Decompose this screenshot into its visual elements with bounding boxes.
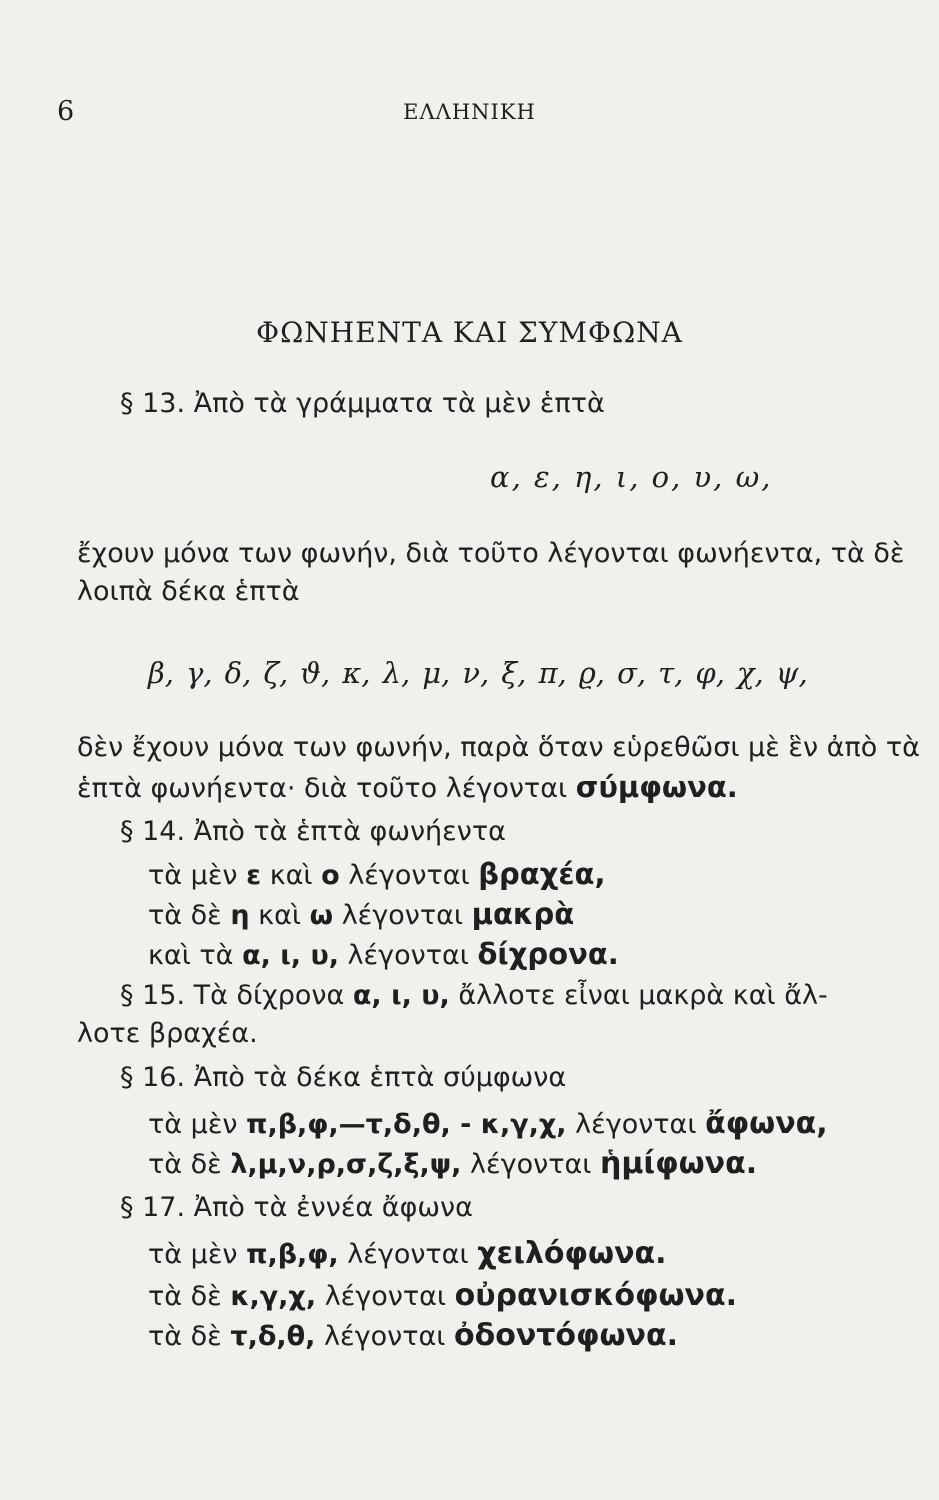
s17-line4 — [148, 1318, 678, 1353]
s17-l4-letters: τ,δ,θ, — [230, 1321, 316, 1352]
consonant-letter: ν, — [462, 656, 490, 690]
s17-l3-legontai: λέγονται — [324, 1281, 447, 1312]
s15-l1-c: ἄλλοτε εἶναι μακρὰ καὶ ἄλ- — [458, 980, 828, 1011]
term-makra: μακρὰ — [471, 897, 575, 931]
s16-line3 — [148, 1146, 757, 1181]
s13-consonants-row — [148, 656, 808, 690]
term-vrachea: βραχέα, — [478, 857, 606, 891]
s16-l3-legontai: λέγονται — [470, 1149, 592, 1180]
s17-line2 — [148, 1236, 667, 1271]
consonant-letter: ϱ, — [578, 656, 606, 690]
term-aphona: ἄφωνα, — [705, 1106, 828, 1141]
s14-line1: § 14. Ἀπὸ τὰ ἑπτὰ φωνήεντα — [120, 816, 506, 847]
s17-l2-letters: π,β,φ, — [246, 1239, 339, 1270]
s17-l3-letters: κ,γ,χ, — [230, 1281, 317, 1312]
s13-line4: δὲν ἔχουν μόνα των φωνήν, παρὰ ὅταν εὑρεθῶσι μὲ ἓν ἀπὸ τὰ — [77, 732, 920, 763]
s13-line5-text: ἑπτὰ φωνήεντα· διὰ τοῦτο λέγονται — [77, 773, 568, 804]
s13-line1: § 13. Ἀπὸ τὰ γράμματα τὰ μὲν ἑπτὰ — [120, 388, 605, 419]
s17-line3 — [148, 1278, 737, 1313]
consonant-letter: ξ, — [501, 656, 527, 690]
s16-l3-letters: λ,μ,ν,ρ,σ,ζ,ξ,ψ, — [230, 1149, 462, 1180]
consonant-letter: σ, — [617, 656, 647, 690]
s14-l3-a: τὰ δὲ — [148, 900, 222, 931]
s17-line1: § 17. Ἀπὸ τὰ ἐννέα ἄφωνα — [120, 1192, 473, 1223]
s17-l2-a: τὰ μὲν — [148, 1239, 238, 1270]
s17-l4-a: τὰ δὲ — [148, 1321, 222, 1352]
consonant-letter: δ, — [224, 656, 252, 690]
s15-l1-letters: α, ι, υ, — [352, 980, 450, 1011]
s15-l1-a: § 15. Τὰ δίχρονα — [120, 980, 345, 1011]
s13-line2: ἔχουν μόνα των φωνήν, διὰ τοῦτο λέγονται φωνήεντα, τὰ δὲ — [77, 538, 905, 569]
s16-l2-legontai: λέγονται — [575, 1109, 697, 1140]
s14-l2-legontai: λέγονται — [348, 860, 470, 891]
consonant-letter: λ, — [382, 656, 411, 690]
section-heading: ΦΩΝΗΕΝΤΑ ΚΑΙ ΣΥΜΦΩΝΑ — [256, 316, 683, 349]
consonant-letter: ϑ, — [300, 656, 331, 690]
consonant-letter: ψ, — [775, 656, 808, 690]
s17-l2-legontai: λέγονται — [347, 1239, 469, 1270]
consonant-letter: π, — [538, 656, 567, 690]
s14-line2 — [148, 857, 606, 891]
s14-l3-letter-omega: ω — [309, 900, 334, 931]
term-hemiphona: ἡμίφωνα. — [599, 1146, 758, 1181]
show-through-band — [70, 180, 899, 210]
s13-line5 — [77, 770, 738, 804]
consonant-letter: β, — [148, 656, 174, 690]
s14-l4-a: καὶ τὰ — [148, 940, 234, 971]
consonant-letter: γ, — [186, 656, 213, 690]
s14-l2-a: τὰ μὲν — [148, 860, 238, 891]
s16-l2-a: τὰ μὲν — [148, 1109, 238, 1140]
s13-line3: λοιπὰ δέκα ἑπτὰ — [77, 576, 300, 607]
term-cheilophona: χειλόφωνα. — [477, 1236, 667, 1271]
page-number: 6 — [57, 96, 75, 127]
term-dichrona: δίχρονα. — [477, 937, 619, 971]
consonant-letter: ζ, — [263, 656, 289, 690]
term-ouraniskophona: οὐρανισκόφωνα. — [454, 1278, 737, 1313]
s17-l3-a: τὰ δὲ — [148, 1281, 222, 1312]
consonant-letter: χ, — [736, 656, 764, 690]
s14-l3-kai: καὶ — [258, 900, 302, 931]
s15-line2: λοτε βραχέα. — [77, 1018, 258, 1049]
s16-line1: § 16. Ἀπὸ τὰ δέκα ἑπτὰ σύμφωνα — [120, 1062, 567, 1093]
s15-line1 — [120, 980, 828, 1011]
s16-line2 — [148, 1106, 828, 1141]
term-odontophona: ὀδοντόφωνα. — [453, 1318, 678, 1353]
s14-l3-letter-eta: η — [230, 900, 250, 931]
s14-line4 — [148, 937, 619, 971]
s14-line3 — [148, 897, 574, 931]
s16-l3-a: τὰ δὲ — [148, 1149, 222, 1180]
s14-l4-letters: α, ι, υ, — [242, 940, 339, 971]
s13-vowels: α, ε, η, ι, ο, υ, ω, — [490, 460, 773, 494]
s14-l4-legontai: λέγονται — [347, 940, 469, 971]
s14-l2-letter-e: ε — [246, 860, 262, 891]
consonant-letter: τ, — [658, 656, 684, 690]
s14-l3-legontai: λέγονται — [341, 900, 464, 931]
consonant-letter: μ, — [422, 656, 451, 690]
term-symphona: σύμφωνα. — [575, 770, 738, 804]
s14-l2-letter-o: ο — [321, 860, 340, 891]
s16-l2-letters: π,β,φ,—τ,δ,θ, - κ,γ,χ, — [246, 1109, 567, 1140]
consonant-letter: κ, — [342, 656, 371, 690]
s14-l2-kai: καὶ — [269, 860, 313, 891]
s17-l4-legontai: λέγονται — [324, 1321, 446, 1352]
consonant-letter: φ, — [695, 656, 725, 690]
running-title: ΕΛΛΗΝΙΚΗ — [403, 100, 536, 124]
